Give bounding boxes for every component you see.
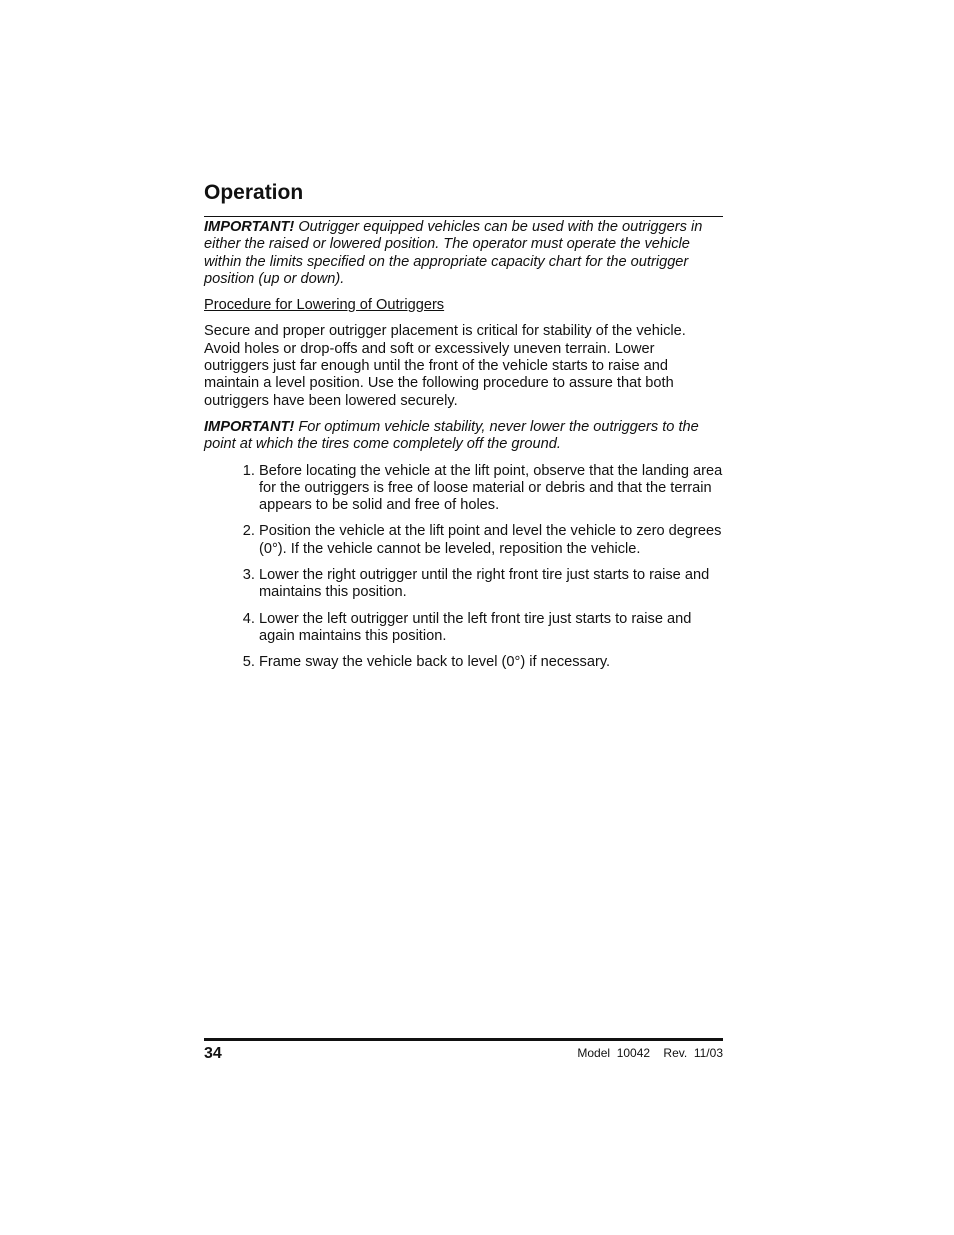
procedure-step: 4. Lower the left outrigger until the left front tire just starts to raise and again maintains this position. [259, 611, 723, 646]
page-title: Operation [204, 181, 304, 204]
procedure-steps [204, 463, 723, 672]
important-note-1 [204, 219, 723, 288]
footer-divider [204, 1038, 723, 1041]
intro-paragraph: Secure and proper outrigger placement is critical for stability of the vehicle. Avoid holes or drop-offs and soft or excessively uneven terrain. Lower outriggers just far enough until the front of the vehicle starts to raise and maintain a level position. Use the following procedure to assure that both outriggers have been lowered securely. [204, 323, 686, 409]
footer-model-revision: Model 10042 Rev. 11/03 [577, 1046, 723, 1060]
page-number: 34 [204, 1045, 222, 1062]
important-note-2 [204, 419, 723, 454]
procedure-step: 5. Frame sway the vehicle back to level (0°) if necessary. [259, 654, 723, 671]
title-divider [204, 216, 723, 217]
important-note-2-lead: IMPORTANT! [204, 418, 295, 435]
important-note-1-text: Outrigger equipped vehicles can be used with the outriggers in either the raised or lowered position. The operator must operate the vehicle within the limits specified on the appropriate capacity chart for the outrigger position (up or down). [204, 219, 703, 287]
important-note-2-text: For optimum vehicle stability, never lower the outriggers to the point at which the tires come completely off the ground. [204, 418, 699, 453]
important-note-1-lead: IMPORTANT! [204, 219, 295, 235]
procedure-step: 1. Before locating the vehicle at the lift point, observe that the landing area for the outriggers is free of loose material or debris and that the terrain appears to be solid and free of holes. [259, 463, 723, 515]
section-subheading: Procedure for Lowering of Outriggers [204, 297, 445, 314]
main-content [204, 219, 723, 681]
procedure-step: 3. Lower the right outrigger until the right front tire just starts to raise and maintains this position. [259, 567, 723, 602]
procedure-step: 2. Position the vehicle at the lift point and level the vehicle to zero degrees (0°). If the vehicle cannot be leveled, reposition the vehicle. [259, 523, 723, 558]
